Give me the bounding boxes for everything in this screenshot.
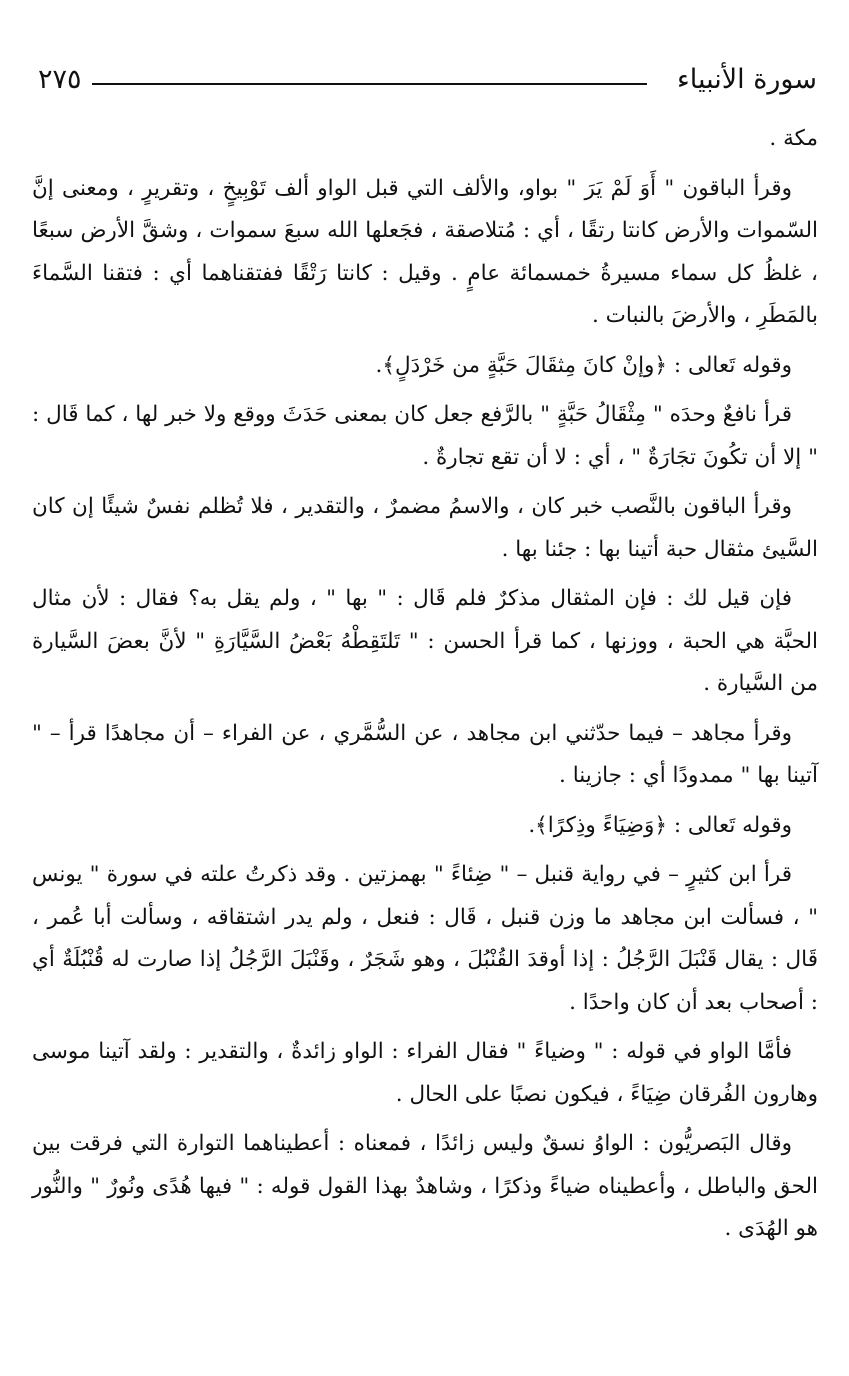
paragraph: فإن قيل لك : فإن المثقال مذكرٌ فلم قَال : " بها " ، ولم يقل به؟ فقال : لأن مثال الحبَّة هي الحبة ، ووزنها ، كما قرأ الحسن : " تَلتَقِطْهُ بَعْضُ السَّيَّارَةِ " لأنَّ بعضَ السَّيارة من السَّيارة . [32, 586, 818, 696]
paragraph: وقرأ مجاهد – فيما حدّثني ابن مجاهد ، عن السُّمَّري ، عن الفراء – أن مجاهدًا قرأ – " آتينا بها " ممدودًا أي : جازينا . [32, 720, 818, 788]
page-header [30, 60, 817, 104]
header-rule [92, 83, 647, 85]
verse-heading: وقوله تَعالى : ﴿وإنْ كانَ مِثقَالَ حَبَّةٍ من خَرْدَلٍ﴾. [375, 352, 792, 378]
paragraph: فأمَّا الواو في قوله : " وضياءً " فقال الفراء : الواو زائدةٌ ، والتقدير : ولقد آتينا موسى وهارون الفُرقان ضِيَاءً ، فيكون نصبًا على الحال . [32, 1039, 818, 1107]
paragraph: وقرأ الباقون بالنَّصب خبر كان ، والاسمُ مضمرٌ ، والتقدير ، فلا تُظلم نفسٌ شيئًا إن كان السَّيئ مثقال حبة أتينا بها : جئنا بها . [32, 494, 818, 562]
paragraph: قرأ ابن كثيرٍ – في رواية قنبل – " ضِئاءً " بهمزتين . وقد ذكرتُ علته في سورة " يونس " ، فسألت ابن مجاهد ما وزن قنبل ، قَال : فنعل ، ولم يدر اشتقاقه ، وسألت أبا عُمر ، قَال : يقال قَنْبَلَ الرَّجُلُ : إذا أوقدَ القُنْبُلَ ، وهو شَجَرٌ ، وقَنْبَلَ الرَّجُلُ إذا صارت له قُنْبُلَةٌ أي : أصحاب بعد أن كان واحدًا . [32, 862, 818, 1015]
chapter-title: سورة الأنبياء [677, 64, 817, 95]
paragraph: وقرأ الباقون " أَوَ لَمْ يَرَ " بواو، والألف التي قبل الواو ألف تَوْبِيخٍ ، وتقريرٍ ، ومعنى إنَّ السّموات والأرض كانتا رتقًا ، أي : مُتلاصقة ، فجَعلها الله سبعَ سموات ، وشقَّ الأرض سبعًا ، غلظُ كل سماء مسيرةُ خمسمائة عامٍ . وقيل : كانتا رَتْقًا ففتقناهما أي : فتقنا السَّماءَ بالمَطَرِ ، والأرضَ بالنبات . [32, 175, 818, 328]
page-body [32, 118, 818, 1258]
paragraph: قرأ نافعٌ وحدَه " مِثْقَالُ حَبَّةٍ " بالرَّفع جعل كان بمعنى حَدَثَ ووقع ولا خبر لها ، كما قَال : " إلا أن تكُونَ تجَارَةٌ " ، أي : لا أن تقع تجارةٌ . [32, 402, 818, 470]
verse-heading: وقوله تَعالى : ﴿وَضِيَاءً وذِكرًا﴾. [528, 812, 792, 838]
page-number: ٢٧٥ [38, 64, 82, 95]
paragraph: مكة . [769, 126, 818, 151]
paragraph: وقال البَصريُّون : الواوُ نسقٌ وليس زائدًا ، فمعناه : أعطيناهما التوارة التي فرقت بين الحق والباطل ، وأعطيناه ضياءً وذكرًا ، وشاهدٌ بهذا القول قوله : " فيها هُدًى ونُورٌ " والنُّور هو الهُدَى . [32, 1131, 818, 1241]
